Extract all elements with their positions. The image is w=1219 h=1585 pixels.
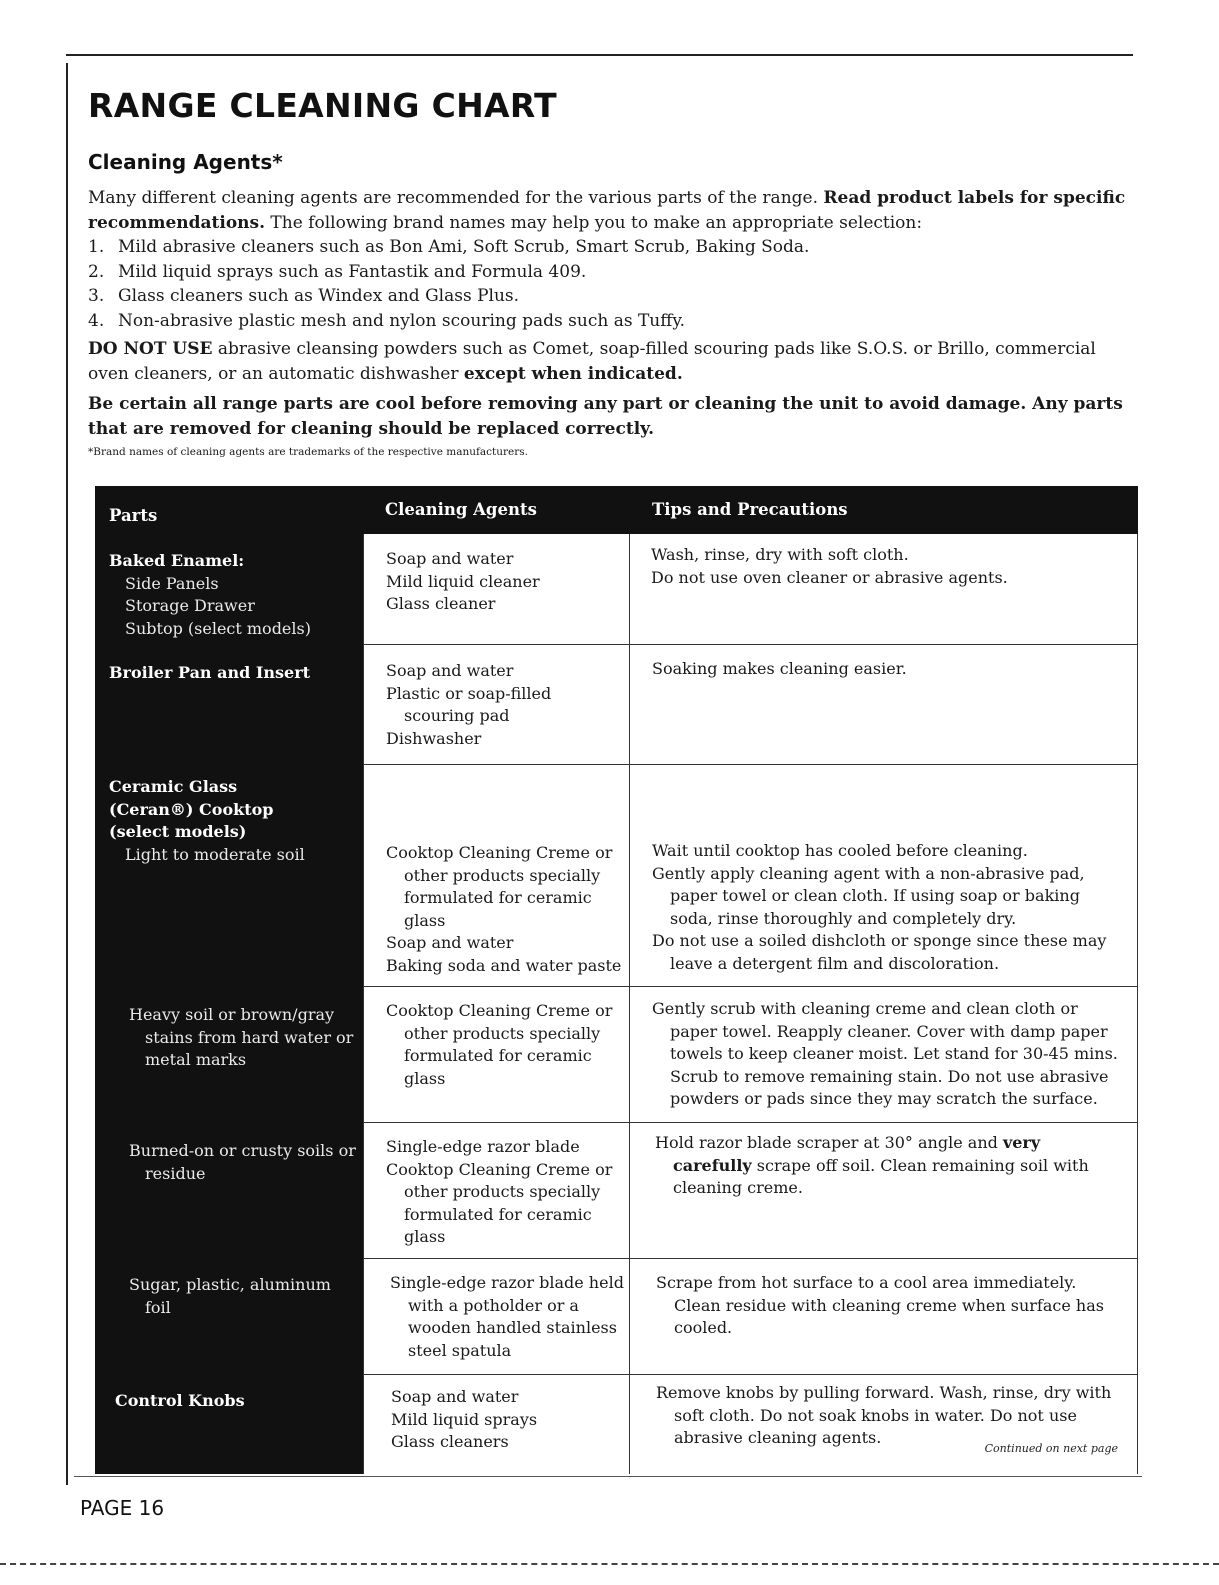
row-divider xyxy=(363,764,1138,765)
top-rule xyxy=(66,54,1133,56)
page-title: RANGE CLEANING CHART xyxy=(88,86,557,125)
intro-block xyxy=(88,186,1136,459)
agents-cell: Cooktop Cleaning Creme or other products specially formulated for ceramic glass xyxy=(386,1001,613,1088)
tips-cell: Gently scrub with cleaning creme and clean cloth or paper towel. Reapply cleaner. Cover with damp paper towels to keep cleaner moist. Let stand for 30-45 mins. Scrub to remove remaining stain. Do not use abrasive powders or pads since they may scratch the surface. xyxy=(652,999,1118,1108)
agents-cell: Soap and water Mild liquid sprays Glass cleaners xyxy=(391,1387,538,1451)
continued-note: Continued on next page xyxy=(984,1442,1118,1455)
tips-cell: Remove knobs by pulling forward. Wash, rinse, dry with soft cloth. Do not soak knobs in water. Do not use abrasive cleaning agents. xyxy=(656,1383,1112,1447)
agents-cell: Soap and water Plastic or soap-filled scouring pad Dishwasher xyxy=(386,661,552,748)
do-not-use-paragraph: DO NOT USE abrasive cleansing powders such as Comet, soap-filled scouring pads like S.O.S. or Brillo, commercial oven cleaners, or an automatic dishwasher except when indicated. xyxy=(88,339,1096,384)
agents-cell: Single-edge razor blade Cooktop Cleaning Creme or other products specially formulated for ceramic glass xyxy=(386,1137,613,1246)
row-divider xyxy=(363,1374,1138,1375)
part-broiler-pan: Broiler Pan and Insert xyxy=(109,663,311,682)
column-divider xyxy=(629,534,630,1474)
section-title: Cleaning Agents* xyxy=(88,150,283,174)
list-item: 1. Mild abrasive cleaners such as Bon Ami, Soft Scrub, Smart Scrub, Baking Soda. xyxy=(88,237,810,257)
agents-cell: Cooktop Cleaning Creme or other products specially formulated for ceramic glass Soap and water Baking soda and water paste xyxy=(386,843,622,975)
header-parts: Parts xyxy=(109,506,158,525)
part-heavy-soil: Heavy soil or brown/gray stains from hard water or metal marks xyxy=(129,1005,354,1069)
list-item: 3. Glass cleaners such as Windex and Glass Plus. xyxy=(88,286,520,306)
bottom-rule xyxy=(74,1476,1142,1477)
header-agents: Cleaning Agents xyxy=(385,500,537,519)
tips-cell: Scrape from hot surface to a cool area immediately. Clean residue with cleaning creme when surface has cooled. xyxy=(656,1273,1104,1337)
tips-cell: Wash, rinse, dry with soft cloth. Do not use oven cleaner or abrasive agents. xyxy=(651,545,1008,587)
tips-cell: Hold razor blade scraper at 30° angle and very carefully scrape off soil. Clean remaining soil with cleaning creme. xyxy=(655,1133,1089,1197)
page-number: PAGE 16 xyxy=(80,1496,165,1520)
list-item: 2. Mild liquid sprays such as Fantastik and Formula 409. xyxy=(88,261,587,282)
list-item: 4. Non-abrasive plastic mesh and nylon scouring pads such as Tuffy. xyxy=(88,310,686,331)
part-burned-on: Burned-on or crusty soils or residue xyxy=(129,1141,356,1183)
column-divider xyxy=(363,534,364,1474)
tips-cell: Soaking makes cleaning easier. xyxy=(652,659,907,678)
brand-list xyxy=(88,235,1136,333)
cleaning-table xyxy=(95,486,1138,1474)
part-control-knobs: Control Knobs xyxy=(115,1391,245,1410)
left-rule xyxy=(66,63,68,1485)
part-baked-enamel: Baked Enamel: Side Panels Storage Drawer Subtop (select models) xyxy=(109,551,311,638)
row-divider xyxy=(363,1122,1138,1123)
row-divider xyxy=(363,986,1138,987)
agents-cell: Soap and water Mild liquid cleaner Glass cleaner xyxy=(386,549,540,613)
dashed-rule xyxy=(0,1563,1219,1565)
warning-paragraph: Be certain all range parts are cool before removing any part or cleaning the unit to avoid damage. Any parts that are removed for cleaning should be replaced correctly. xyxy=(88,394,1123,439)
agents-cell: Single-edge razor blade held with a potholder or a wooden handled stainless steel spatula xyxy=(390,1273,624,1360)
header-tips: Tips and Precautions xyxy=(652,500,848,519)
tips-cell: Wait until cooktop has cooled before cleaning. Gently apply cleaning agent with a non-abrasive pad, paper towel or clean cloth. If using soap or baking soda, rinse thoroughly and completely dry. Do not use a soiled dishcloth or sponge since these may leave a detergent film and discoloration. xyxy=(652,841,1107,973)
part-sugar-plastic: Sugar, plastic, aluminum foil xyxy=(129,1275,331,1317)
intro-paragraph: Many different cleaning agents are recommended for the various parts of the range. Read product labels for specific recommendations. The following brand names may help you to make an appropriate selection: xyxy=(88,188,1126,233)
row-divider xyxy=(363,1258,1138,1259)
column-divider xyxy=(1137,534,1138,1474)
row-divider xyxy=(363,644,1138,645)
footnote: *Brand names of cleaning agents are trademarks of the respective manufacturers. xyxy=(88,446,528,458)
part-ceramic-glass: Ceramic Glass (Ceran®) Cooktop (select models) Light to moderate soil xyxy=(109,777,305,864)
